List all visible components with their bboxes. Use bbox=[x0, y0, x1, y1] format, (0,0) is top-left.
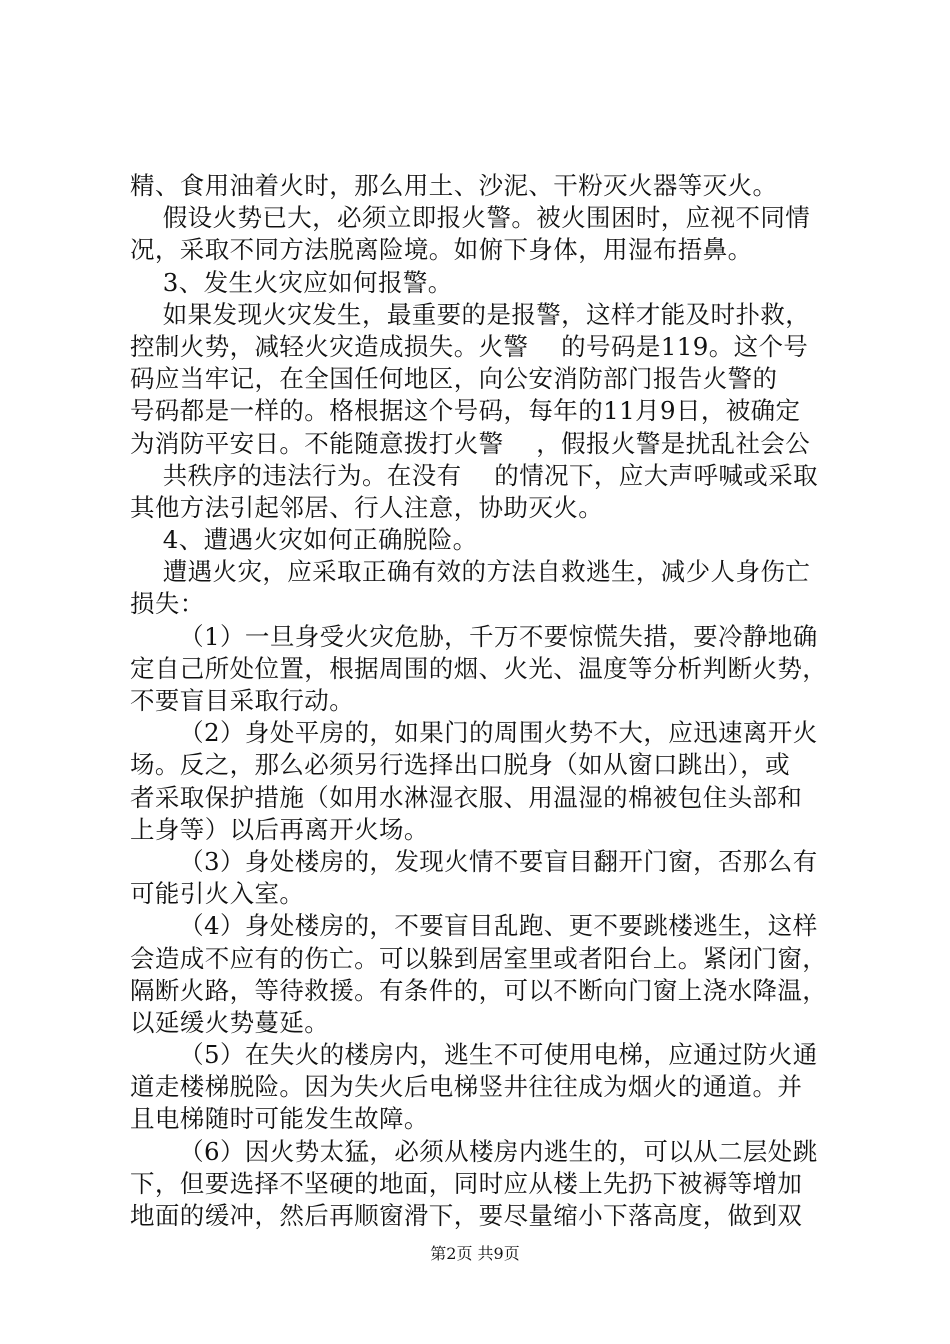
document-body bbox=[130, 170, 834, 1232]
text-line: 会造成不应有的伤亡。可以躲到居室里或者阳台上。紧闭门窗， bbox=[130, 943, 828, 973]
text-line: 隔断火路，等待救援。有条件的，可以不断向门窗上浇水降温， bbox=[130, 975, 828, 1005]
text-line: 者采取保护措施（如用水淋湿衣服、用温湿的棉被包住头部和 bbox=[130, 782, 803, 812]
text-line: 号码都是一样的。格根据这个号码，每年的11月9日，被确定 bbox=[130, 396, 801, 426]
text-line: 地面的缓冲，然后再顺窗滑下，要尽量缩小下落高度，做到双 bbox=[130, 1201, 803, 1230]
text-line: 假设火势已大，必须立即报火警。被火围困时，应视不同情 bbox=[130, 203, 811, 233]
text-line: 场。反之，那么必须另行选择出口脱身（如从窗口跳出），或 bbox=[130, 750, 791, 780]
text-line: 4、遭遇火灾如何正确脱险。 bbox=[130, 525, 478, 555]
text-line: 道走楼梯脱险。因为失火后电梯竖井往往成为烟火的通道。并 bbox=[130, 1072, 803, 1102]
text-line: （2）身处平房的，如果门的周围火势不大，应迅速离开火 bbox=[130, 718, 818, 748]
text-line: 且电梯随时可能发生故障。 bbox=[130, 1104, 429, 1134]
text-line: 况，采取不同方法脱离险境。如俯下身体，用湿布捂鼻。 bbox=[130, 235, 753, 265]
text-line: 3、发生火灾应如何报警。 bbox=[130, 267, 453, 297]
text-line: （4）身处楼房的，不要盲目乱跑、更不要跳楼逃生，这样 bbox=[130, 911, 818, 941]
text-line: （1）一旦身受火灾危胁，千万不要惊慌失措，要冷静地确 bbox=[130, 621, 818, 651]
text-line: 遭遇火灾，应采取正确有效的方法自救逃生，减少人身伤亡 bbox=[130, 557, 811, 587]
text-line: 为消防平安日。不能随意拨打火警 ，假报火警是扰乱社会公 bbox=[130, 428, 811, 458]
text-line: 定自己所处位置，根据周围的烟、火光、温度等分析判断火势， bbox=[130, 653, 828, 683]
text-line: （5）在失火的楼房内，逃生不可使用电梯，应通过防火通 bbox=[130, 1040, 818, 1070]
text-line: 不要盲目采取行动。 bbox=[130, 686, 355, 715]
text-line: （3）身处楼房的，发现火情不要盲目翻开门窗，否那么有 bbox=[130, 846, 818, 876]
text-line: 码应当牢记，在全国任何地区，向公安消防部门报告火警的 bbox=[130, 364, 778, 394]
text-line: 损失： bbox=[130, 589, 205, 619]
text-line: 其他方法引起邻居、行人注意，协助灭火。 bbox=[130, 492, 604, 522]
text-line: 控制火势，减轻火灾造成损失。火警 的号码是119。这个号 bbox=[130, 331, 809, 361]
text-line: 精、食用油着火时，那么用土、沙泥、干粉灭火器等灭火。 bbox=[130, 171, 778, 200]
page-number: 第2页 共9页 bbox=[430, 1244, 520, 1263]
text-line: 以延缓火势蔓延。 bbox=[130, 1007, 330, 1037]
text-line: 可能引火入室。 bbox=[130, 879, 305, 909]
text-line: 共秩序的违法行为。在没有 的情况下，应大声呼喊或采取 bbox=[130, 460, 818, 490]
text-line: 上身等）以后再离开火场。 bbox=[130, 814, 429, 844]
text-line: 下，但要选择不坚硬的地面，同时应从楼上先扔下被褥等增加 bbox=[130, 1168, 803, 1198]
text-line: （6）因火势太猛，必须从楼房内逃生的，可以从二层处跳 bbox=[130, 1136, 818, 1166]
text-line: 如果发现火灾发生，最重要的是报警，这样才能及时扑救， bbox=[130, 299, 811, 329]
